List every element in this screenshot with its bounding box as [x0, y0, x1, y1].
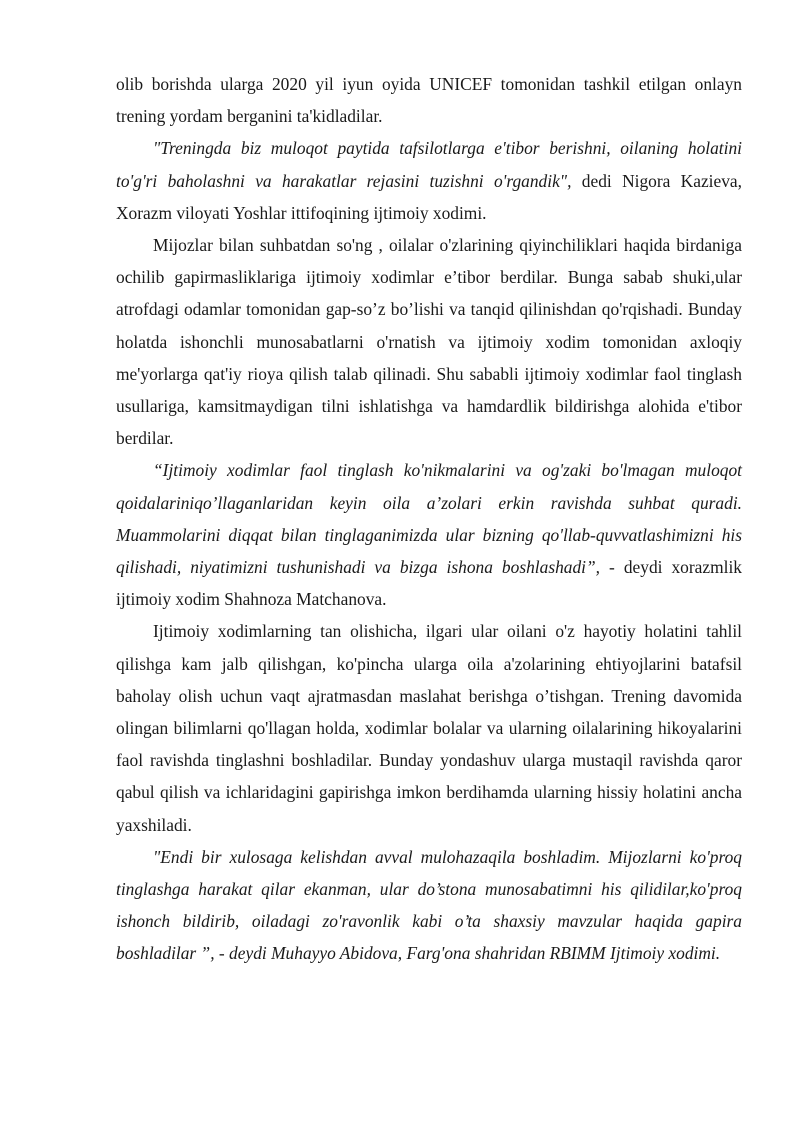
paragraph-3	[116, 229, 742, 454]
paragraph-6-quote	[116, 841, 742, 970]
quote-muhayyo-abidova: "Endi bir xulosaga kelishdan avval mulohazaqila boshladim. Mijozlarni ko'proq tinglashga harakat qilar ekanman, ular do’stona munosabatimni his qilidilar,ko'proq ishonch bildirib, oiladagi zo'ravonlik kabi o’ta shaxsiy mavzular haqida gapira boshladilar ”, - deydi Muhayyo Abidova, Farg'ona shahridan RBIMM Ijtimoiy xodimi.	[116, 846, 742, 964]
paragraph-5	[116, 615, 742, 840]
quote-shahnoza-matchanova: “Ijtimoiy xodimlar faol tinglash ko'nikmalarini va og'zaki bo'lmagan muloqot qoidalariniqo’llaganlaridan keyin oila a’zolari erkin ravishda suhbat quradi. Muammolarini diqqat bilan tinglaganimizda ular bizning qo'llab-quvvatlashimizni his qilishadi, niyatimizni tushunishadi va bizga ishona boshlashadi”,	[116, 460, 742, 578]
attribution-shahnoza-matchanova: - deydi xorazmlik ijtimoiy xodim Shahnoza Matchanova.	[116, 557, 742, 610]
paragraph-1	[116, 68, 742, 132]
document-body	[116, 68, 742, 970]
paragraph-1-text: olib borishda ularga 2020 yil iyun oyida UNICEF tomonidan tashkil etilgan onlayn trening yordam berganini ta'kidladilar.	[116, 74, 742, 127]
paragraph-5-text: Ijtimoiy xodimlarning tan olishicha, ilgari ular oilani o'z hayotiy holatini tahlil qilishga kam jalb qilishgan, ko'pincha ularga oila a'zolarining ehtiyojlarini batafsil baholay olish uchun vaqt ajratmasdan maslahat berishga o’tishgan. Trening davomida olingan bilimlarni qo'llagan holda, xodimlar bolalar va ularning oilalarining hikoyalarini faol ravishda tinglashni boshladilar. Bunday yondashuv ularga mustaqil ravishda qaror qabul qilish va ichlaridagini gapirishga imkon berdihamda ularning hissiy holatini ancha yaxshiladi.	[116, 621, 742, 835]
paragraph-3-text: Mijozlar bilan suhbatdan so'ng , oilalar o'zlarining qiyinchiliklari haqida birdaniga ochilib gapirmasliklariga ijtimoiy xodimlar e’tibor berdilar. Bunga sabab shuki,ular atrofdagi odamlar tomonidan gap-so’z bo’lishi va tanqid qilinishdan qo'rqishadi. Bunday holatda ishonchli munosabatlarni o'rnatish va ijtimoiy xodim tomonidan axloqiy me'yorlarga qat'iy rioya qilish talab qilinadi. Shu sababli ijtimoiy xodimlar faol tinglash usullariga, kamsitmaydigan tilni ishlatishga va hamdardlik bildirishga alohida e'tibor berdilar.	[116, 235, 742, 449]
attribution-nigora-kazieva: dedi Nigora Kazieva, Xorazm viloyati Yoshlar ittifoqining ijtimoiy xodimi.	[116, 170, 742, 223]
quote-nigora-kazieva: "Treningda biz muloqot paytida tafsilotlarga e'tibor berishni, oilaning holatini to'g'ri baholashni va harakatlar rejasini tuzishni o'rgandik",	[116, 138, 742, 191]
paragraph-2-quote	[116, 132, 742, 229]
paragraph-4-quote	[116, 454, 742, 615]
